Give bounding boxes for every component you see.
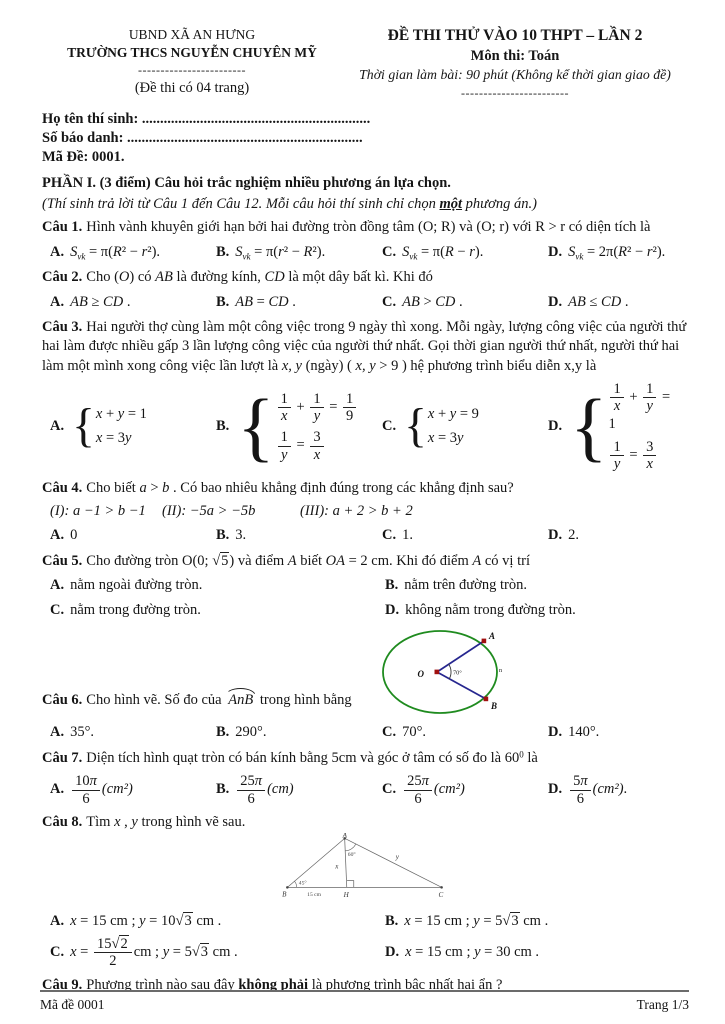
option-formula: $\frac{10\pi}{6}$ (cm²) bbox=[70, 773, 133, 806]
part1-note-pre: (Thí sinh trả lời từ Câu 1 đến Câu 12. Mỗi câu hỏi thí sinh chỉ chọn bbox=[42, 195, 440, 212]
option-formula: $S_{vk} = 2\pi(R^2 - r^2)$. bbox=[568, 243, 666, 262]
right-angle-mark bbox=[347, 881, 354, 888]
question-6 bbox=[42, 626, 688, 718]
option-letter: B. bbox=[216, 418, 230, 435]
angle-arc bbox=[449, 664, 451, 679]
option-c bbox=[382, 773, 548, 806]
question-label: Câu 8. bbox=[42, 813, 83, 830]
question-label: Câu 5. bbox=[42, 552, 83, 569]
time-line: Thời gian làm bài: 90 phút (Không kể thời gian giao đề) bbox=[359, 67, 671, 83]
option-a bbox=[50, 912, 385, 931]
option-formula: x = 15 cm ; y = 5√3 cm . bbox=[404, 912, 549, 929]
label-B: B bbox=[282, 891, 287, 900]
question-label: Câu 1. bbox=[42, 219, 83, 236]
subject-line: Môn thi: Toán bbox=[470, 47, 560, 64]
option-c bbox=[382, 526, 548, 545]
option-formula: { x + y = 9 x = 3y bbox=[404, 400, 479, 453]
option-b bbox=[216, 243, 382, 263]
option-b bbox=[216, 723, 382, 742]
option-letter: C. bbox=[382, 293, 397, 310]
option-letter: A. bbox=[50, 418, 65, 435]
options-row bbox=[42, 601, 688, 620]
option-formula: $\frac{25\pi}{6}$ (cm) bbox=[235, 773, 293, 806]
option-formula: AB > CD . bbox=[402, 293, 463, 310]
option-letter: B. bbox=[216, 724, 230, 741]
question-label: Câu 9. bbox=[42, 976, 83, 993]
option-b bbox=[385, 912, 688, 931]
vertex-B-dot bbox=[286, 886, 289, 889]
angle-B-arc bbox=[295, 882, 297, 888]
option-d bbox=[548, 526, 688, 545]
question-5 bbox=[42, 552, 688, 620]
option-letter: A. bbox=[50, 243, 65, 260]
question-5-line bbox=[42, 552, 688, 571]
option-letter: B. bbox=[216, 243, 230, 260]
option-text: 140°. bbox=[568, 724, 600, 741]
question-stem: Hình vành khuyên giới hạn bởi hai đường tròn đồng tâm (O; R) và (O; r) với R > r có diện tích là bbox=[86, 219, 651, 236]
question-2 bbox=[42, 268, 688, 312]
question-stem: Tìm x , y trong hình vẽ sau. bbox=[86, 813, 246, 830]
statements-row bbox=[42, 502, 688, 521]
option-formula: $\frac{25\pi}{6}$ (cm²) bbox=[402, 773, 465, 806]
label-A: A bbox=[489, 631, 496, 642]
question-1 bbox=[42, 218, 688, 262]
option-letter: C. bbox=[382, 418, 397, 435]
angle-A-arc bbox=[345, 844, 356, 851]
question-7-line bbox=[42, 749, 688, 769]
option-letter: C. bbox=[382, 724, 397, 741]
option-formula: AB ≤ CD . bbox=[568, 293, 629, 310]
option-letter: C. bbox=[382, 527, 397, 544]
option-letter: C. bbox=[50, 944, 65, 961]
options-row bbox=[42, 576, 688, 595]
options-row bbox=[42, 243, 688, 263]
option-letter: B. bbox=[385, 912, 399, 929]
option-d bbox=[548, 243, 688, 263]
option-b bbox=[216, 382, 382, 469]
footer-exam-code: Mã đề 0001 bbox=[40, 996, 105, 1012]
option-d bbox=[548, 293, 688, 312]
label-angle-45: 45° bbox=[298, 881, 307, 888]
option-formula: x = $\frac{15√2}{2}$ cm ; y = 5√3 cm . bbox=[70, 936, 238, 970]
question-stem: Cho biết a > b . Có bao nhiêu khẳng định đúng trong các khẳng định sau? bbox=[86, 479, 514, 496]
question-4-line bbox=[42, 479, 688, 498]
option-letter: A. bbox=[50, 577, 65, 594]
option-text: 290°. bbox=[235, 724, 267, 741]
vertex-C-dot bbox=[440, 886, 443, 889]
option-letter: D. bbox=[385, 601, 400, 618]
school-name: TRƯỜNG THCS NGUYỄN CHUYÊN MỸ bbox=[67, 45, 317, 61]
option-b bbox=[385, 576, 688, 595]
option-formula: $S_{vk} = \pi(R^2 - r^2)$. bbox=[70, 243, 161, 262]
option-letter: D. bbox=[548, 781, 563, 798]
statement-2: (II): −5a > −5b bbox=[162, 503, 256, 520]
option-letter: D. bbox=[548, 243, 563, 260]
option-formula: x = 15 cm ; y = 30 cm . bbox=[405, 944, 540, 961]
label-15cm: 15 cm bbox=[307, 892, 322, 899]
option-text: nằm ngoài đường tròn. bbox=[70, 577, 203, 594]
option-formula: $S_{vk} = \pi(R - r)$. bbox=[402, 243, 484, 262]
part1-note-bold: một bbox=[439, 195, 463, 212]
option-text: 35°. bbox=[70, 724, 95, 741]
option-a bbox=[50, 243, 216, 263]
option-text: nằm trong đường tròn. bbox=[70, 601, 201, 618]
label-O: O bbox=[417, 669, 424, 680]
option-letter: C. bbox=[382, 781, 397, 798]
option-letter: B. bbox=[216, 527, 230, 544]
exam-title: ĐỀ THI THỬ VÀO 10 THPT – LẦN 2 bbox=[387, 27, 643, 44]
option-a bbox=[50, 400, 216, 453]
options-row bbox=[42, 912, 688, 931]
options-row bbox=[42, 723, 688, 742]
question-6-line bbox=[42, 691, 378, 718]
option-a bbox=[50, 576, 385, 595]
option-formula: 3. bbox=[235, 527, 247, 544]
option-b bbox=[216, 293, 382, 312]
question-6-options bbox=[42, 723, 688, 742]
option-letter: D. bbox=[385, 944, 400, 961]
question-label: Câu 4. bbox=[42, 479, 83, 496]
option-text: 70°. bbox=[402, 724, 427, 741]
option-letter: D. bbox=[548, 418, 563, 435]
question-label: Câu 6. bbox=[42, 691, 83, 708]
label-H: H bbox=[343, 891, 349, 900]
option-formula: 2. bbox=[568, 527, 579, 544]
option-letter: A. bbox=[50, 781, 65, 798]
student-sbd-dots: ................................................................. bbox=[127, 129, 363, 146]
option-letter: C. bbox=[382, 243, 397, 260]
label-arc-n: n bbox=[499, 667, 503, 675]
student-sbd-line bbox=[42, 129, 688, 148]
option-d bbox=[548, 723, 688, 742]
header-left bbox=[42, 26, 342, 102]
option-formula: $S_{vk} = \pi(r^2 - R^2)$. bbox=[235, 243, 326, 262]
option-letter: C. bbox=[50, 601, 65, 618]
question-7 bbox=[42, 749, 688, 807]
options-row bbox=[42, 381, 688, 472]
question-stem: Diện tích hình quạt tròn có bán kính bằng 5cm và góc ở tâm có số đo là $60^0$ là bbox=[86, 749, 538, 767]
options-row bbox=[42, 526, 688, 545]
question-stem: Cho hình vẽ. Số đo của AnB trong hình bằng bbox=[86, 691, 352, 708]
student-name-line bbox=[42, 110, 688, 129]
option-formula: 1. bbox=[402, 527, 413, 544]
footer-page-number: Trang 1/3 bbox=[636, 996, 689, 1012]
point-O-dot bbox=[435, 670, 440, 675]
option-formula: { $\frac{1}{x}$ + $\frac{1}{y}$ = 1 $\frac{1}{y}$ = $\frac{3}{x}$ bbox=[570, 381, 671, 473]
option-letter: A. bbox=[50, 912, 65, 929]
label-x: x bbox=[335, 862, 339, 871]
question-stem: Phương trình nào sau đây không phải là phương trình bậc nhất hai ẩn ? bbox=[86, 976, 503, 993]
option-letter: D. bbox=[548, 527, 563, 544]
org-name: UBND XÃ AN HƯNG bbox=[128, 27, 256, 42]
label-B: B bbox=[491, 701, 498, 712]
exam-code: Mã Đề: 0001. bbox=[42, 149, 125, 166]
triangle-figure bbox=[279, 833, 451, 900]
option-letter: D. bbox=[548, 293, 563, 310]
side-AC bbox=[345, 839, 442, 888]
option-b bbox=[216, 773, 382, 806]
option-c bbox=[382, 723, 548, 742]
option-c bbox=[382, 243, 548, 263]
student-sbd-label: Số báo danh: bbox=[42, 129, 128, 146]
question-8-line bbox=[42, 813, 688, 832]
option-b bbox=[216, 526, 382, 545]
option-c bbox=[50, 601, 385, 620]
pages-note: (Đề thi có 04 trang) bbox=[134, 80, 250, 97]
option-a bbox=[50, 293, 216, 312]
question-label: Câu 2. bbox=[42, 269, 83, 286]
label-A: A bbox=[342, 833, 347, 840]
option-d bbox=[548, 381, 688, 472]
options-row bbox=[42, 293, 688, 312]
label-angle-60: 60° bbox=[347, 852, 356, 859]
option-c bbox=[50, 936, 385, 969]
option-text: không nằm trong đường tròn. bbox=[405, 601, 576, 618]
option-formula: AB = CD . bbox=[235, 293, 296, 310]
options-row bbox=[42, 773, 688, 806]
question-stem: Hai người thợ cùng làm một công việc trong 9 ngày thì xong. Mỗi ngày, lượng công việc của người thứ hai làm được nhiều gấp 3 lần lượng công việc của người thứ nhất. Gọi thời gian người thứ nhất, người thứ hai làm một mình xong công việc lần lượt là x, y (ngày) ( x, y > 9 ) hệ phương trình biểu diễn x,y là bbox=[42, 318, 687, 374]
option-letter: B. bbox=[216, 293, 230, 310]
option-d bbox=[385, 943, 688, 962]
option-letter: A. bbox=[50, 724, 65, 741]
option-formula: AB ≥ CD . bbox=[70, 293, 131, 310]
question-4 bbox=[42, 479, 688, 546]
option-d bbox=[385, 601, 688, 620]
statement-1: (I): a −1 > b −1 bbox=[50, 503, 146, 520]
option-c bbox=[382, 293, 548, 312]
student-name-label: Họ tên thí sinh: bbox=[42, 110, 142, 127]
options-row bbox=[42, 936, 688, 969]
part1-note bbox=[42, 195, 688, 214]
divider-dashes: ------------------------ bbox=[138, 63, 246, 78]
student-name-dots: ............................................................... bbox=[141, 110, 371, 127]
student-block bbox=[42, 110, 688, 167]
option-a bbox=[50, 526, 216, 545]
part1-title: PHẦN I. (3 điểm) Câu hỏi trắc nghiệm nhiều phương án lựa chọn. bbox=[42, 175, 451, 192]
option-formula: x = 15 cm ; y = 10√3 cm . bbox=[70, 912, 222, 929]
option-text: nằm trên đường tròn. bbox=[404, 577, 527, 594]
option-formula: $\frac{5\pi}{6}$ (cm²). bbox=[568, 773, 627, 806]
option-letter: A. bbox=[50, 293, 65, 310]
header-right bbox=[342, 26, 688, 102]
option-d bbox=[548, 773, 688, 806]
option-letter: B. bbox=[216, 781, 230, 798]
option-letter: B. bbox=[385, 577, 399, 594]
option-a bbox=[50, 773, 216, 806]
question-3 bbox=[42, 318, 688, 473]
altitude-AH bbox=[345, 839, 347, 888]
question-8 bbox=[42, 813, 688, 970]
circle-figure bbox=[378, 626, 528, 718]
question-2-line bbox=[42, 268, 688, 287]
option-c bbox=[382, 400, 548, 453]
option-a bbox=[50, 723, 216, 742]
option-formula: { x + y = 1 x = 3y bbox=[72, 400, 147, 453]
label-y: y bbox=[395, 853, 399, 862]
statement-3: (III): a + 2 > b + 2 bbox=[300, 503, 413, 520]
option-formula: { $\frac{1}{x}$ + $\frac{1}{y}$ = $\frac{1}{9}$ $\frac{1}{y}$ = $\frac{3}{x}$ bbox=[235, 390, 360, 464]
question-label: Câu 7. bbox=[42, 750, 83, 767]
label-C: C bbox=[438, 891, 444, 900]
radius-OA bbox=[437, 641, 484, 672]
question-label: Câu 3. bbox=[42, 318, 83, 335]
option-letter: D. bbox=[548, 724, 563, 741]
question-stem: Cho (O) có AB là đường kính, CD là một dây bất kì. Khi đó bbox=[86, 269, 433, 286]
option-letter: A. bbox=[50, 527, 65, 544]
label-angle-70: 70° bbox=[453, 669, 462, 677]
point-A-dot bbox=[482, 639, 487, 644]
question-3-line bbox=[42, 318, 688, 376]
question-1-line bbox=[42, 218, 688, 237]
divider-dashes: ------------------------ bbox=[461, 85, 569, 100]
triangle-figure-wrap bbox=[42, 833, 688, 906]
page-footer bbox=[40, 990, 689, 1014]
question-stem: Cho đường tròn O(0; √5) và điểm A biết OA = 2 cm. Khi đó điểm A có vị trí bbox=[86, 552, 530, 569]
header bbox=[42, 26, 688, 102]
part1-note-post: phương án.) bbox=[462, 195, 537, 212]
option-formula: 0 bbox=[70, 527, 78, 544]
point-B-dot bbox=[484, 697, 489, 702]
